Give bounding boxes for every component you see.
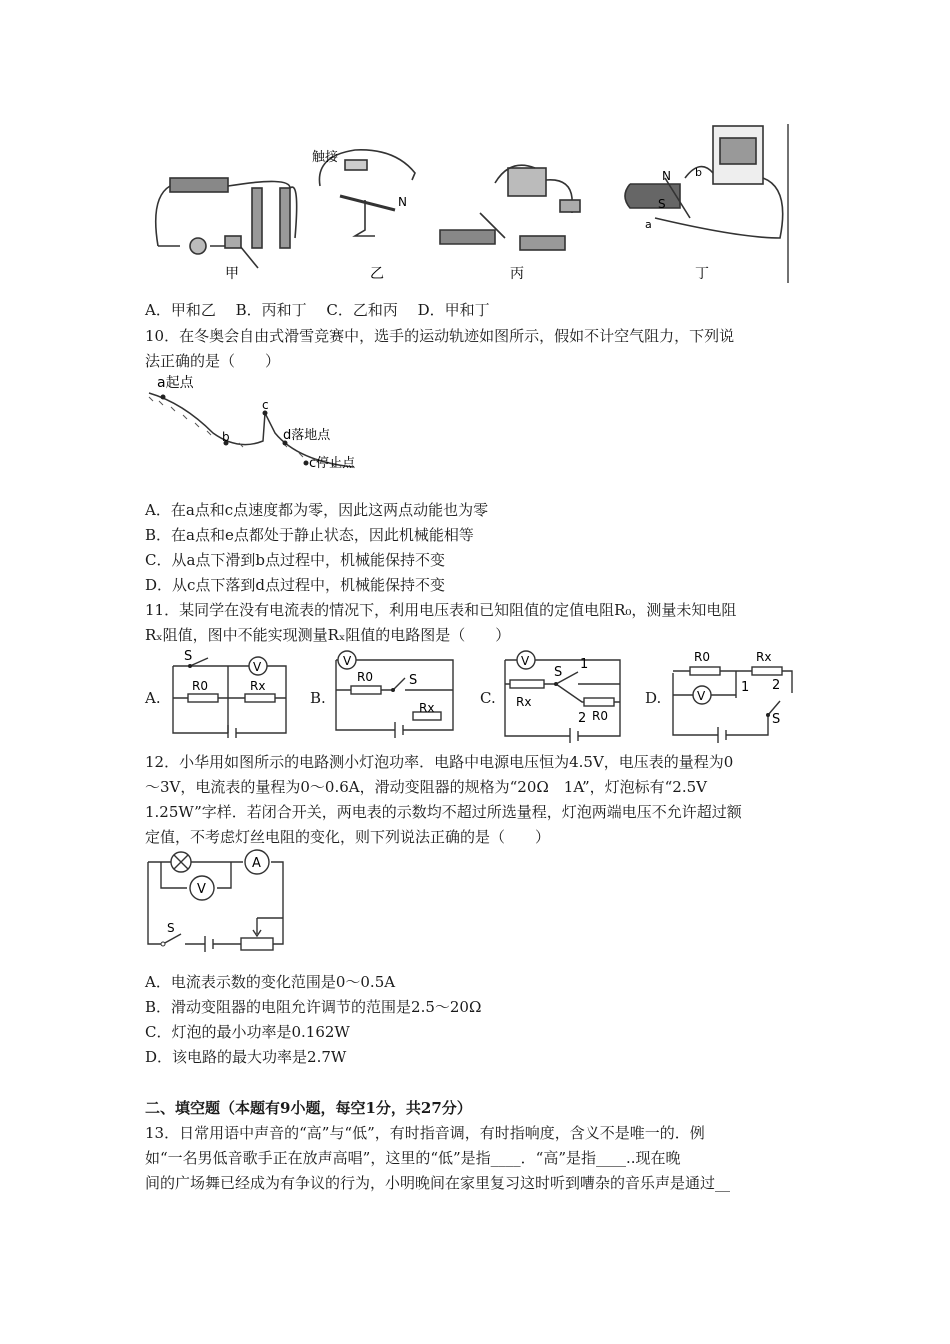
c-contact-1-label: 1 — [580, 657, 589, 672]
q13-line1: 13．日常用语中声音的“高”与“低”，有时指音调，有时指响度，含义不是唯一的．例 — [145, 1124, 705, 1142]
label-ding-b: b — [695, 166, 702, 179]
point-e-label: c停止点 — [309, 456, 356, 471]
q12-option-b: B．滑动变阻器的电阻允许调节的范围是2.5～20Ω — [145, 998, 482, 1016]
q12-option-a: A．电流表示数的变化范围是0～0.5A — [145, 973, 396, 991]
point-d-label: d落地点 — [283, 428, 331, 443]
a-r0-label: R0 — [192, 679, 208, 693]
q11-circuit-a — [170, 648, 290, 738]
q11-stem-line2: Rₓ阻值，图中不能实现测量Rₓ阻值的电路图是（ ） — [145, 626, 511, 644]
label-ding-n: N — [662, 169, 671, 183]
q12-circuit — [143, 848, 293, 958]
label-ding: 丁 — [695, 266, 709, 282]
q10-option-a: A．在a点和c点速度都为零，因此这两点动能也为零 — [145, 501, 489, 519]
q11-label-d: D. — [645, 689, 662, 707]
q12-stem-line3: 1.25W”字样．若闭合开关，两电表的示数均不超过所选量程，灯泡两端电压不允许超过额 — [145, 803, 742, 821]
d-contact-2-label: 2 — [772, 678, 781, 693]
b-switch-label: S — [409, 673, 418, 688]
q10-option-c: C．从a点下滑到b点过程中，机械能保持不变 — [145, 551, 446, 569]
q12-stem-line1: 12．小华用如图所示的电路测小灯泡功率．电路中电源电压恒为4.5V，电压表的量程为0 — [145, 753, 734, 771]
q13-line2: 如“一名男低音歌手正在放声高唱”，这里的“低”是指____．“高”是指____..现在晚 — [145, 1149, 681, 1167]
point-a-label: a起点 — [157, 375, 194, 391]
b-rx-label: Rx — [419, 701, 435, 715]
q10-stem-line2: 法正确的是（ ） — [145, 352, 281, 370]
label-ding-a: a — [645, 218, 652, 231]
d-r0-label: R0 — [694, 650, 710, 664]
label-ding-s: S — [658, 197, 666, 211]
q10-figure — [143, 373, 365, 473]
label-touch: 触接 — [312, 150, 339, 165]
figure-jia — [156, 178, 297, 268]
q11-label-a: A. — [145, 689, 161, 707]
d-switch-label: S — [772, 712, 781, 727]
q13-line3: 间的广场舞已经成为有争议的行为，小明晚间在家里复习这时听到嘈杂的音乐声是通过__ — [145, 1174, 731, 1192]
q12-option-c: C．灯泡的最小功率是0.162W — [145, 1023, 350, 1041]
q12-stem-line2: ～3V，电流表的量程为0～0.6A，滑动变阻器的规格为“20Ω 1A”，灯泡标有“2.5V — [145, 778, 707, 796]
point-b-label: b — [222, 430, 230, 444]
q11-circuit-b — [333, 648, 458, 738]
label-bing: 丙 — [510, 266, 524, 282]
label-yi-n: N — [398, 195, 407, 209]
q11-label-b: B. — [310, 689, 326, 707]
q10-stem-line1: 10．在冬奥会自由式滑雪竞赛中，选手的运动轨迹如图所示，假如不计空气阻力，下列说 — [145, 327, 735, 345]
d-rx-label: Rx — [756, 650, 772, 664]
q11-circuit-d — [668, 643, 800, 743]
a-switch-label: S — [184, 649, 193, 664]
c-switch-label: S — [554, 665, 563, 680]
label-jia: 甲 — [225, 266, 239, 282]
q9-figure — [140, 118, 795, 288]
a-voltmeter-label: V — [253, 660, 262, 674]
d-voltmeter-label: V — [697, 689, 706, 703]
c-rx-label: Rx — [516, 695, 532, 709]
c-voltmeter-label: V — [521, 654, 530, 668]
q11-label-c: C. — [480, 689, 496, 707]
q12-voltmeter-label: V — [197, 882, 206, 897]
point-c-label: c — [262, 398, 269, 412]
figure-bing — [440, 165, 580, 250]
q12-option-d: D．该电路的最大功率是2.7W — [145, 1048, 347, 1066]
a-rx-label: Rx — [250, 679, 266, 693]
q10-option-b: B．在a点和e点都处于静止状态，因此机械能相等 — [145, 526, 474, 544]
c-contact-2-label: 2 — [578, 711, 587, 726]
label-yi: 乙 — [370, 266, 384, 282]
q10-option-d: D．从c点下落到d点过程中，机械能保持不变 — [145, 576, 446, 594]
b-r0-label: R0 — [357, 670, 373, 684]
q12-stem-line4: 定值，不考虑灯丝电阻的变化，则下列说法正确的是（ ） — [145, 828, 551, 846]
c-r0-label: R0 — [592, 709, 608, 723]
q12-switch-label: S — [167, 921, 175, 935]
b-voltmeter-label: V — [343, 654, 352, 668]
section2-heading: 二、填空题（本题有9小题，每空1分，共27分） — [145, 1099, 472, 1117]
d-contact-1-label: 1 — [741, 680, 750, 695]
q11-circuit-c — [500, 648, 625, 743]
q9-options: A．甲和乙 B．丙和丁 C．乙和丙 D．甲和丁 — [145, 301, 490, 319]
q11-stem-line1: 11．某同学在没有电流表的情况下，利用电压表和已知阻值的定值电阻R₀，测量未知电阻 — [145, 601, 737, 619]
q12-ammeter-label: A — [252, 856, 261, 871]
